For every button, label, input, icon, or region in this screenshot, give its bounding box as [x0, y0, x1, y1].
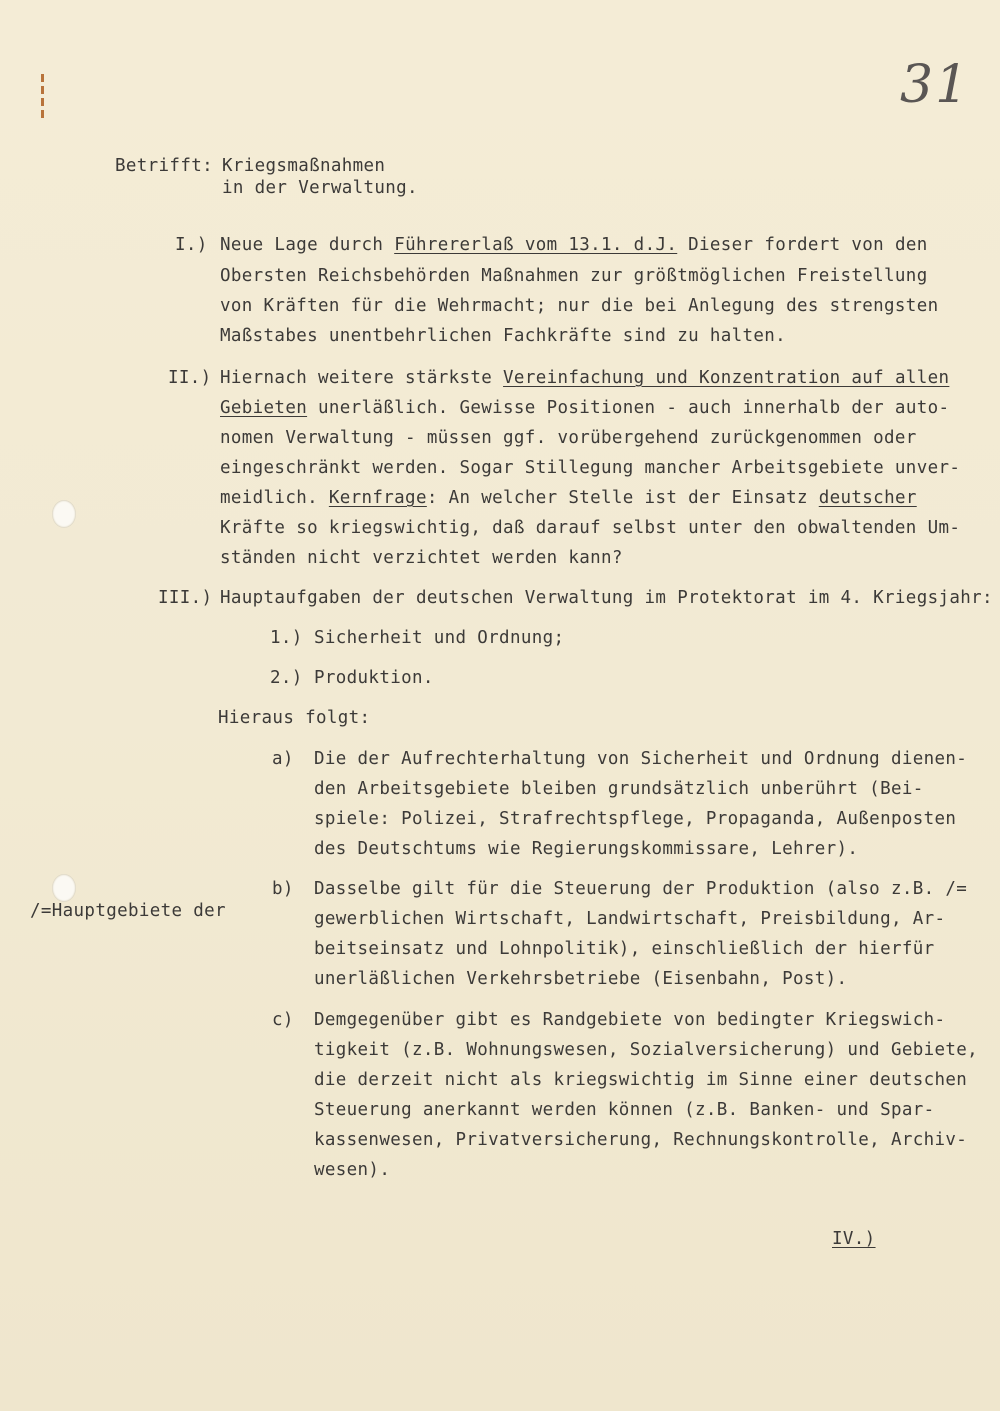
subject-line-2: in der Verwaltung.: [222, 178, 418, 198]
punch-hole-top: [52, 500, 76, 528]
point-a-line-4: des Deutschtums wie Regierungskommissare, Lehrer).: [314, 839, 859, 859]
subject-label: Betrifft:: [115, 156, 213, 176]
section-3-number: III.): [158, 588, 213, 608]
section-1-line-2: Obersten Reichsbehörden Maßnahmen zur größtmöglichen Freistellung: [220, 266, 928, 286]
point-a-label: a): [272, 749, 294, 769]
section-3-heading: Hauptaufgaben der deutschen Verwaltung im Protektorat im 4. Kriegsjahr:: [220, 588, 993, 608]
point-a-line-3: spiele: Polizei, Strafrechtspflege, Propaganda, Außenposten: [314, 809, 957, 829]
item-2-text: Produktion.: [314, 668, 434, 688]
section-1-line-1: Neue Lage durch Führererlaß vom 13.1. d.J. Dieser fordert von den: [220, 235, 928, 255]
section-2-line-3: nomen Verwaltung - müssen ggf. vorübergehend zurückgenommen oder: [220, 428, 917, 448]
point-b-label: b): [272, 879, 294, 899]
section-1-number: I.): [175, 235, 208, 255]
point-c-line-2: tigkeit (z.B. Wohnungswesen, Sozialversicherung) und Gebiete,: [314, 1040, 979, 1060]
point-c-line-6: wesen).: [314, 1160, 391, 1180]
point-c-label: c): [272, 1010, 294, 1030]
section-2-line-4: eingeschränkt werden. Sogar Stillegung mancher Arbeitsgebiete unver-: [220, 458, 961, 478]
section-2-line-1: Hiernach weitere stärkste Vereinfachung und Konzentration auf allen: [220, 368, 950, 388]
point-a-line-1: Die der Aufrechterhaltung von Sicherheit und Ordnung dienen-: [314, 749, 968, 769]
item-2-number: 2.): [270, 668, 303, 688]
point-c-line-4: Steuerung anerkannt werden können (z.B. Banken- und Spar-: [314, 1100, 935, 1120]
section-1-line-4: Maßstabes unentbehrlichen Fachkräfte sind zu halten.: [220, 326, 787, 346]
section-1-line-3: von Kräften für die Wehrmacht; nur die bei Anlegung des strengsten: [220, 296, 939, 316]
point-b-line-2: gewerblichen Wirtschaft, Landwirtschaft, Preisbildung, Ar-: [314, 909, 946, 929]
item-1-number: 1.): [270, 628, 303, 648]
point-b-line-1: Dasselbe gilt für die Steuerung der Produktion (also z.B. /=: [314, 879, 968, 899]
point-a-line-2: den Arbeitsgebiete bleiben grundsätzlich unberührt (Bei-: [314, 779, 924, 799]
point-b-line-4: unerläßlichen Verkehrsbetriebe (Eisenbahn, Post).: [314, 969, 848, 989]
section-2-line-6: Kräfte so kriegswichtig, daß darauf selbst unter den obwaltenden Um-: [220, 518, 961, 538]
point-c-line-5: kassenwesen, Privatversicherung, Rechnungskontrolle, Archiv-: [314, 1130, 968, 1150]
margin-note: /=Hauptgebiete der: [30, 901, 226, 921]
section-2-line-2: Gebieten unerläßlich. Gewisse Positionen - auch innerhalb der auto-: [220, 398, 950, 418]
handwritten-page-number: 31: [900, 55, 971, 115]
section-2-number: II.): [168, 368, 212, 388]
section-2-line-7: ständen nicht verzichtet werden kann?: [220, 548, 623, 568]
point-b-line-3: beitseinsatz und Lohnpolitik), einschließlich der hierfür: [314, 939, 935, 959]
subject-line-1: Kriegsmaßnahmen: [222, 156, 386, 176]
item-1-text: Sicherheit und Ordnung;: [314, 628, 565, 648]
section-2-line-5: meidlich. Kernfrage: An welcher Stelle ist der Einsatz deutscher: [220, 488, 917, 508]
hieraus-folgt: Hieraus folgt:: [218, 708, 371, 728]
punch-hole-bottom: [52, 874, 76, 902]
point-c-line-1: Demgegenüber gibt es Randgebiete von bedingter Kriegswich-: [314, 1010, 946, 1030]
point-c-line-3: die derzeit nicht als kriegswichtig im Sinne einer deutschen: [314, 1070, 968, 1090]
staple-mark: [40, 70, 46, 132]
continuation-marker: IV.): [832, 1229, 876, 1249]
